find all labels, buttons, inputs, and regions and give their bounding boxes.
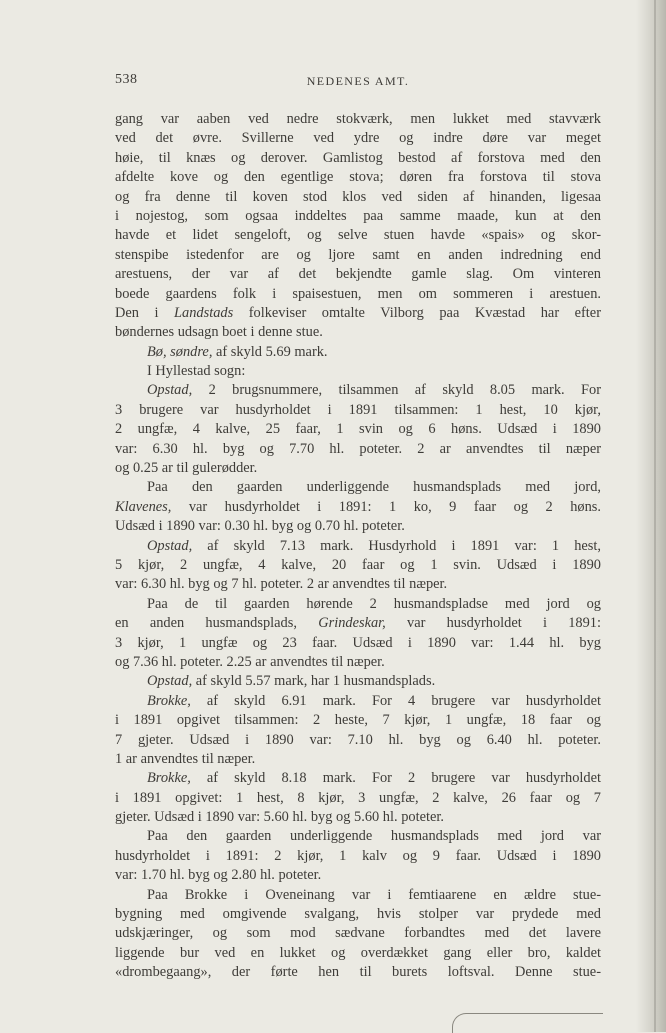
text-line: Paa de til gaarden hørende 2 husmandspladse med jord og: [147, 595, 601, 612]
text-line: Bø, søndre, af skyld 5.69 mark.: [147, 343, 328, 360]
text-line: Opstad, af skyld 7.13 mark. Husdyrhold i 1891 var: 1 hest,: [147, 537, 601, 554]
text-line: Brokke, af skyld 6.91 mark. For 4 brugere var husdyrholdet: [147, 692, 601, 709]
text-line: arestuens, der var af det bekjendte gamle slag. Om vinteren: [115, 266, 601, 283]
text-line: husdyrholdet i 1891: 2 kjør, 1 kalv og 9 faar. Udsæd i 1890: [115, 847, 601, 864]
text-line: 7 gjeter. Udsæd i 1890 var: 7.10 hl. byg og 6.40 hl. poteter.: [115, 731, 601, 748]
text-line: 3 kjør, 1 ungfæ og 23 faar. Udsæd i 1890 var: 1.44 hl. byg: [115, 634, 601, 651]
text-line: høie, til knæs og derover. Gamlistog bestod af forstova med den: [115, 149, 601, 166]
text-line: havde et lidet sengeloft, og selve stuen havde «spais» og skor-: [115, 227, 601, 244]
page-binding-shadow: [636, 0, 666, 1032]
text-line: og fra denne til koven stod klos ved siden af hinanden, ligesaa: [115, 188, 601, 205]
text-line: gang var aaben ved nedre stokværk, men lukket med stavværk: [115, 111, 601, 127]
page-number: 538: [115, 72, 138, 87]
text-line: var: 6.30 hl. byg og 7 hl. poteter. 2 ar anvendtes til næper.: [115, 576, 448, 593]
text-line: og 7.36 hl. poteter. 2.25 ar anvendtes til næper.: [115, 653, 385, 670]
text-line: «drombegaang», der førte hen til burets loftsval. Denne stue-: [115, 964, 601, 981]
text-line: boede gaardens folk i spaisestuen, men om sommeren i arestuen.: [115, 285, 601, 302]
text-line: stenspibe istedenfor are og ljore samt en anden indredning end: [115, 246, 601, 263]
text-line: en anden husmandsplads, Grindeskar, var husdyrholdet i 1891:: [115, 615, 601, 632]
text-line: Opstad, 2 brugsnummere, tilsammen af skyld 8.05 mark. For: [147, 382, 601, 399]
body-text: [115, 110, 601, 983]
text-line: Paa Brokke i Oveneinang var i femtiaarene en ældre stue-: [147, 886, 601, 903]
text-line: Udsæd i 1890 var: 0.30 hl. byg og 0.70 hl. poteter.: [115, 518, 405, 535]
text-line: Brokke, af skyld 8.18 mark. For 2 brugere var husdyrholdet: [147, 770, 601, 787]
text-line: Paa den gaarden underliggende husmandsplads med jord var: [147, 828, 601, 845]
page-header: [115, 72, 601, 92]
text-line: udskjæringer, og som mod sædvane forbandtes med det lavere: [115, 925, 601, 942]
text-line: og 0.25 ar til gulerødder.: [115, 460, 258, 477]
text-line: gjeter. Udsæd i 1890 var: 5.60 hl. byg og 5.60 hl. poteter.: [115, 809, 444, 826]
text-line: i nojestog, som ogsaa inddeltes paa samme maade, kun at den: [115, 207, 601, 224]
text-line: 2 ungfæ, 4 kalve, 25 faar, 1 svin og 6 høns. Udsæd i 1890: [115, 421, 601, 438]
page-corner-mark: [452, 1013, 603, 1033]
text-line: liggende bur ved en lukket og overdækket gang eller bro, kaldet: [115, 944, 601, 961]
text-line: i 1891 opgivet: 1 hest, 8 kjør, 3 ungfæ, 2 kalve, 26 faar og 7: [115, 789, 601, 806]
text-line: ved det øvre. Svillerne ved ydre og indre døre var meget: [115, 130, 601, 147]
text-line: var: 6.30 hl. byg og 7.70 hl. poteter. 2 ar anvendtes til næper: [115, 440, 601, 457]
text-line: var: 1.70 hl. byg og 2.80 hl. poteter.: [115, 867, 322, 884]
text-line: i 1891 opgivet tilsammen: 2 heste, 7 kjør, 1 ungfæ, 18 faar og: [115, 712, 601, 729]
text-line: I Hyllestad sogn:: [147, 363, 246, 380]
text-line: afdelte kove og den egentlige stova; døren fra forstova til stova: [115, 169, 601, 186]
running-title: NEDENES AMT.: [306, 74, 410, 88]
text-line: bøndernes udsagn boet i denne stue.: [115, 324, 323, 341]
binding-edge: [654, 0, 656, 1032]
text-line: Den i Landstads folkeviser omtalte Vilborg paa Kvæstad har efter: [115, 304, 601, 321]
text-line: 3 brugere var husdyrholdet i 1891 tilsammen: 1 hest, 10 kjør,: [115, 401, 601, 418]
text-line: Opstad, af skyld 5.57 mark, har 1 husmandsplads.: [147, 673, 436, 690]
text-line: Paa den gaarden underliggende husmandsplads med jord,: [147, 479, 601, 496]
text-line: 5 kjør, 2 ungfæ, 4 kalve, 20 faar og 1 svin. Udsæd i 1890: [115, 556, 601, 573]
text-line: 1 ar anvendtes til næper.: [115, 750, 256, 767]
text-line: Klavenes, var husdyrholdet i 1891: 1 ko, 9 faar og 2 høns.: [115, 498, 601, 515]
text-line: bygning med omgivende svalgang, hvis stolper var prydede med: [115, 906, 601, 923]
